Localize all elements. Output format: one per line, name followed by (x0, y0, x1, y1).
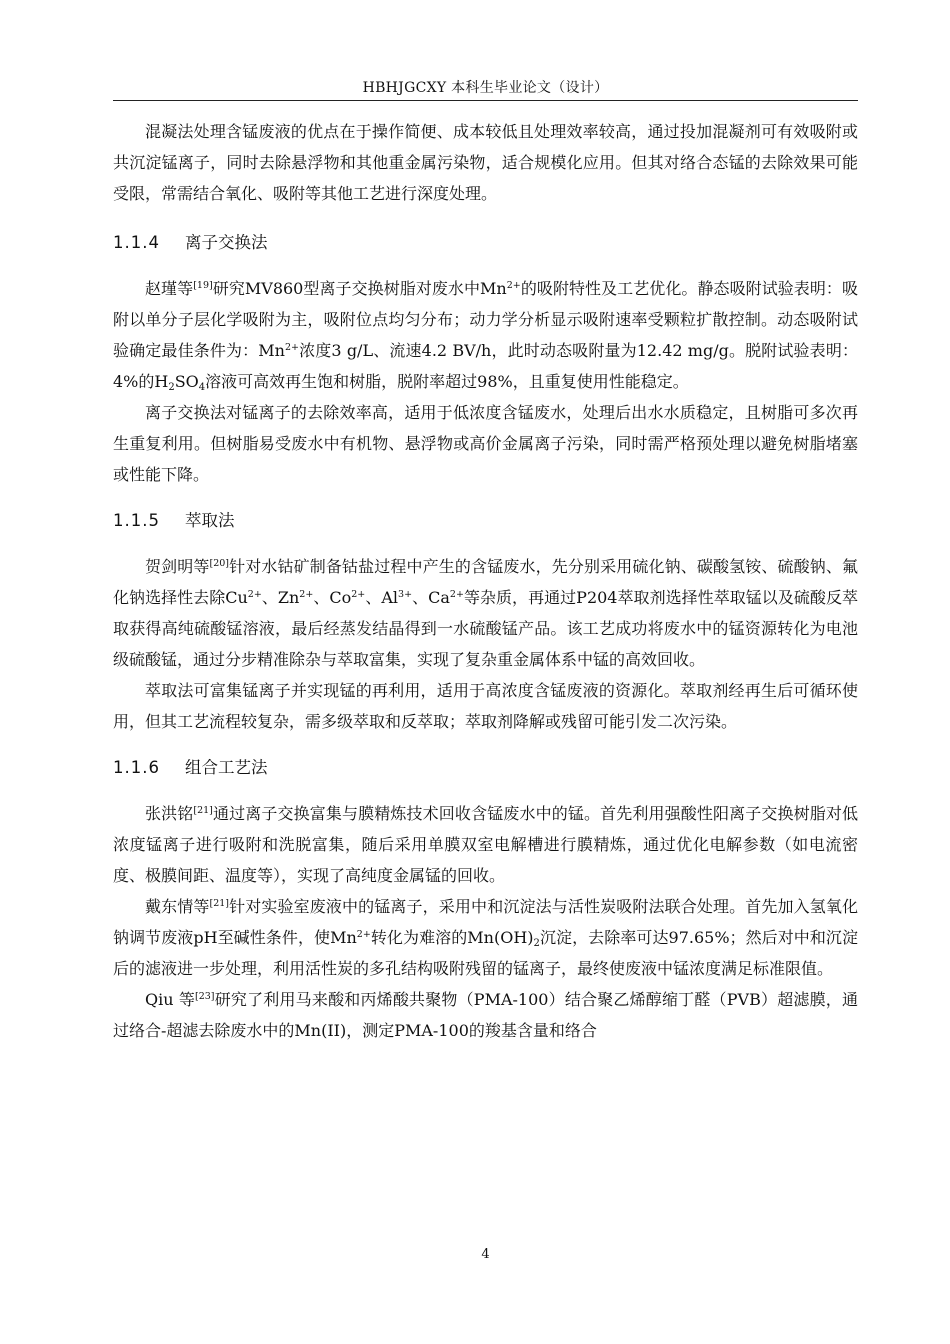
section-heading-1-1-5 (113, 507, 858, 535)
paragraph-coagulation-summary: 混凝法处理含锰废液的优点在于操作简便、成本较低且处理效率较高，通过投加混凝剂可有效吸附或共沉淀锰离子，同时去除悬浮物和其他重金属污染物，适合规模化应用。但其对络合态锰的去除效果可能受限，常需结合氧化、吸附等其他工艺进行深度处理。 (113, 122, 858, 203)
citation-ref: [21] (193, 805, 213, 816)
section-number: 1.1.6 (113, 758, 160, 777)
paragraph-zhang-hongming-study: 张洪铭[21]通过离子交换富集与膜精炼技术回收含锰废水中的锰。首先利用强酸性阳离子交换树脂对低浓度锰离子进行吸附和洗脱富集，随后采用单膜双室电解槽进行膜精炼，通过优化电解参数（如电流密度、极膜间距、温度等），实现了高纯度金属锰的回收。 (113, 804, 858, 885)
citation-ref: [23] (195, 991, 215, 1002)
section-heading-1-1-6 (113, 754, 858, 782)
paragraph-qiu-study: Qiu 等[23]研究了利用马来酸和丙烯酸共聚物（PMA-100）结合聚乙烯醇缩丁醛（PVB）超滤膜，通过络合-超滤去除废水中的Mn(II)，测定PMA-100的羧基含量和络合 (113, 990, 858, 1040)
header-rule (113, 100, 858, 101)
section-heading-1-1-4 (113, 229, 858, 257)
section-number: 1.1.4 (113, 233, 160, 252)
paragraph-he-jianming-study: 贺剑明等[20]针对水钴矿制备钴盐过程中产生的含锰废水，先分别采用硫化钠、碳酸氢铵、硫酸钠、氟化钠选择性去除$Cu^{2+}$、$Zn^{2+}$、$Co^{2+}$、$Al^{3+}$、$Ca^{2+}$等杂质，再通过P204萃取剂选择性萃取锰以及硫酸反萃取获得高纯硫酸锰溶液，最后经蒸发结晶得到一水硫酸锰产品。该工艺成功将废水中的锰资源转化为电池级硫酸锰，通过分步精准除杂与萃取富集，实现了复杂重金属体系中锰的高效回收。 (113, 557, 858, 669)
page-number: 4 (481, 1247, 490, 1262)
citation-ref: [19] (193, 280, 213, 291)
paragraph-ion-exchange-summary: 离子交换法对锰离子的去除效率高，适用于低浓度含锰废水，处理后出水水质稳定，且树脂可多次再生重复利用。但树脂易受废水中有机物、悬浮物或高价金属离子污染，同时需严格预处理以避免树脂堵塞或性能下降。 (113, 403, 858, 484)
section-title: 萃取法 (185, 511, 235, 530)
section-title: 离子交换法 (185, 233, 268, 252)
citation-ref: [20] (209, 558, 230, 569)
page-body (113, 116, 858, 1046)
page-header: HBHJGCXY 本科生毕业论文（设计） (362, 80, 609, 96)
paragraph-zhao-jin-study: 赵瑾等[19]研究MV860型离子交换树脂对废水中$Mn^{2+}$的吸附特性及工艺优化。静态吸附试验表明：吸附以单分子层化学吸附为主，吸附位点均匀分布；动力学分析显示吸附速率受颗粒扩散控制。动态吸附试验确定最佳条件为：$Mn^{2+}$浓度3 g/L、流速4.2 BV/h，此时动态吸附量为12.42 mg/g。脱附试验表明：4%的$H_2SO_4$溶液可高效再生饱和树脂，脱附率超过98%，且重复使用性能稳定。 (113, 279, 858, 393)
section-number: 1.1.5 (113, 511, 160, 530)
section-title: 组合工艺法 (185, 758, 268, 777)
paragraph-extraction-summary: 萃取法可富集锰离子并实现锰的再利用，适用于高浓度含锰废液的资源化。萃取剂经再生后可循环使用，但其工艺流程较复杂，需多级萃取和反萃取；萃取剂降解或残留可能引发二次污染。 (113, 681, 858, 731)
paragraph-dai-dongqing-study: 戴东情等[21]针对实验室废液中的锰离子，采用中和沉淀法与活性炭吸附法联合处理。首先加入氢氧化钠调节废液pH至碱性条件，使$Mn^{2+}$转化为难溶的$Mn(OH)_2$沉淀，去除率可达97.65%；然后对中和沉淀后的滤液进一步处理，利用活性炭的多孔结构吸附残留的锰离子，最终使废液中锰浓度满足标准限值。 (113, 897, 859, 978)
citation-ref: [21] (209, 898, 230, 909)
